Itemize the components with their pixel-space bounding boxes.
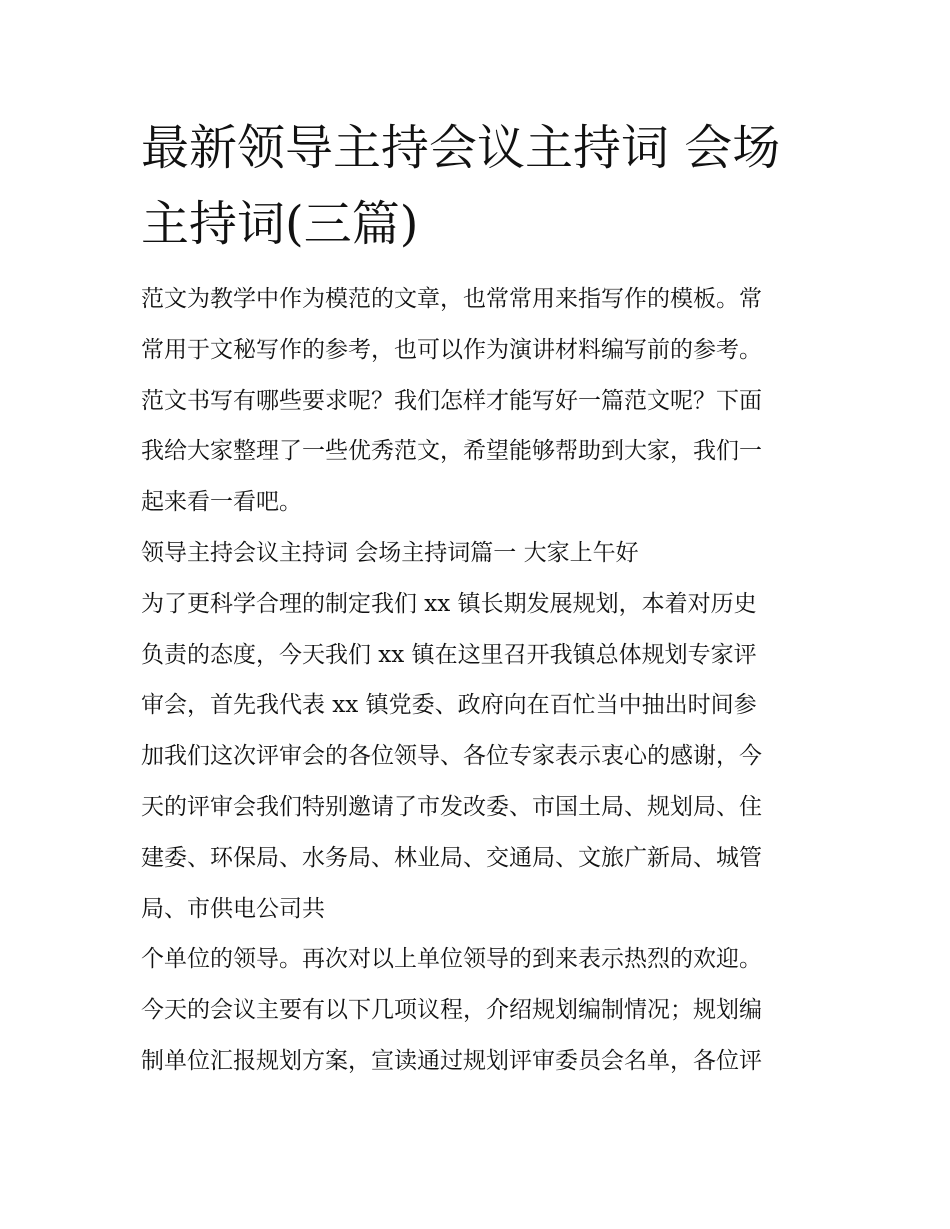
text-line: 常用于文秘写作的参考，也可以作为演讲材料编写前的参考。: [141, 336, 762, 363]
text-line: 我给大家整理了一些优秀范文，希望能够帮助到大家，我们一: [141, 438, 762, 465]
document-body: [141, 274, 816, 1087]
intro-paragraph: [141, 274, 816, 528]
text-line: 领导主持会议主持词 会场主持词篇一 大家上午好: [141, 539, 639, 566]
text-line: 局、市供电公司共: [141, 895, 325, 922]
section-heading: [141, 528, 816, 579]
title-line: 主持词(三篇): [141, 196, 419, 252]
speech-paragraph: [141, 934, 816, 1086]
text-line: 范文书写有哪些要求呢？我们怎样才能写好一篇范文呢？下面: [141, 387, 762, 414]
document-title: [141, 110, 816, 262]
text-line: 制单位汇报规划方案，宣读通过规划评审委员会名单，各位评: [141, 1047, 762, 1074]
text-line: 天的评审会我们特别邀请了市发改委、市国土局、规划局、住: [141, 793, 762, 820]
text-line: 范文为教学中作为模范的文章，也常常用来指写作的模板。常: [141, 286, 762, 312]
document-page: [141, 110, 816, 1087]
text-line: 审会，首先我代表 xx 镇党委、政府向在百忙当中抽出时间参: [141, 692, 757, 719]
title-line: 最新领导主持会议主持词 会场: [141, 120, 781, 176]
text-line: 加我们这次评审会的各位领导、各位专家表示衷心的感谢，今: [141, 743, 762, 770]
text-line: 负责的态度，今天我们 xx 镇在这里召开我镇总体规划专家评: [141, 641, 757, 668]
text-line: 今天的会议主要有以下几项议程，介绍规划编制情况；规划编: [141, 997, 762, 1024]
text-line: 起来看一看吧。: [141, 489, 302, 516]
text-line: 为了更科学合理的制定我们 xx 镇长期发展规划，本着对历史: [141, 590, 757, 617]
text-line: 个单位的领导。再次对以上单位领导的到来表示热烈的欢迎。: [141, 946, 762, 973]
speech-paragraph: [141, 579, 816, 935]
text-line: 建委、环保局、水务局、林业局、交通局、文旅广新局、城管: [141, 844, 762, 871]
